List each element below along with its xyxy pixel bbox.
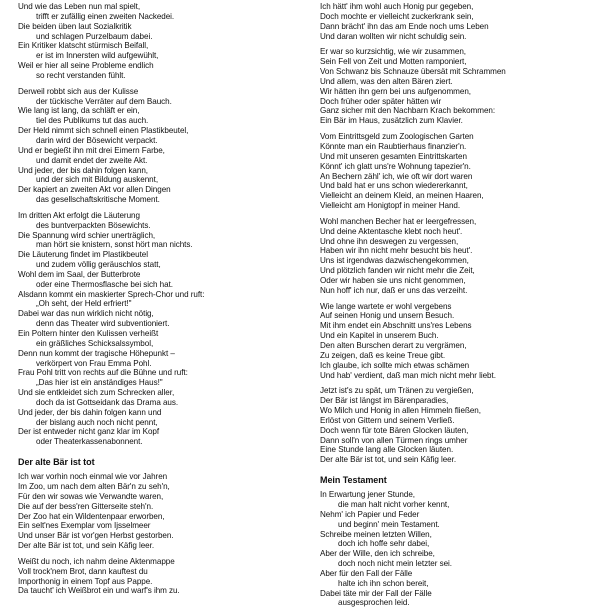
verse-line: Und bald hat er uns schon wiedererkannt,: [320, 181, 468, 191]
verse-line: Importhonig in einem Topf aus Pappe.: [18, 576, 153, 586]
verse-line: Und er begießt ihn mit drei Eimern Farbe,: [18, 145, 165, 155]
verse-line: Die auf der bess'ren Gitterseite steh'n.: [18, 501, 154, 511]
verse-line: Ein selt'nes Exemplar vom Ijsselmeer: [18, 521, 151, 531]
verse-line: Der alte Bär ist tot, und sein Käfig leer.: [320, 455, 457, 465]
verse-line: Ein Kritiker klatscht stürmisch Beifall,: [18, 41, 149, 51]
verse-line: Schreibe meinen letzten Willen,: [320, 529, 432, 539]
verse-line: In Erwartung jener Stunde,: [320, 490, 415, 500]
verse-line: Zu zeigen, daß es keine Treue gibt.: [320, 350, 446, 360]
verse-line: der tückische Verräter auf dem Bauch.: [36, 96, 172, 106]
verse-line: verkörpert von Frau Emma Pohl.: [36, 358, 152, 368]
verse-line: Und ohne ihn deswegen zu vergessen,: [320, 236, 459, 246]
verse-line: und damit endet der zweite Akt.: [36, 155, 148, 165]
verse-line: Voll trock'nem Brot, dann kauftest du: [18, 566, 148, 576]
verse-line: der bislang auch noch nicht pennt,: [36, 417, 158, 427]
verse-line: halte ich ihn schon bereit,: [338, 578, 429, 588]
verse-line: ausgesprochen leid.: [338, 598, 410, 608]
verse-line: Dabei täte mir der Fall der Fälle: [320, 588, 432, 598]
verse-line: denn das Theater wird subventioniert.: [36, 319, 170, 329]
verse-line: Nun hoff' ich nur, daß er uns das verzeiht.: [320, 285, 468, 295]
stanza-list-top: [320, 2, 595, 465]
verse-line: Erlöst von Gittern und seinem Verließ.: [320, 415, 455, 425]
verse-line: Wie lang ist lang, da schläft er ein,: [18, 106, 140, 116]
verse-line: Da taucht' ich Weißbrot ein und warf's ihm zu.: [18, 586, 180, 596]
verse-line: Weißt du noch, ich nahm deine Aktenmappe: [18, 556, 175, 566]
verse-line: Der Bär ist längst im Bärenparadies,: [320, 396, 449, 406]
verse-line: Der alte Bär ist tot, und sein Käfig leer.: [18, 541, 155, 551]
verse-line: Derweil robbt sich aus der Kulisse: [18, 86, 139, 96]
verse-line: Doch wenn für tote Bären Glocken läuten,: [320, 425, 469, 435]
poem-title-mein-testament: Mein Testament: [320, 475, 387, 486]
verse-line: und der sich mit Bildung auskennt,: [36, 175, 159, 185]
verse-line: Der Held nimmt sich schnell einen Plastikbeutel,: [18, 126, 189, 136]
verse-line: Und hab' verdient, daß man mich nicht mehr liebt.: [320, 370, 496, 380]
verse-line: Und unser Bär ist vor'gen Herbst gestorben.: [18, 531, 174, 541]
stanza-list-poem: [320, 490, 595, 608]
stanza: [320, 490, 595, 608]
stanza: [320, 386, 595, 465]
verse-line: Und jeder, der bis dahin folgen kann,: [18, 165, 148, 175]
verse-line: darin wird der Bösewicht verpackt.: [36, 135, 158, 145]
verse-line: Ein Poltern hinter den Kulissen verheißt: [18, 329, 159, 338]
verse-line: Wie lange wartete er wohl vergebens: [320, 301, 452, 311]
verse-line: Jetzt ist's zu spät, um Tränen zu vergießen,: [320, 386, 474, 396]
verse-line: Auf seinen Honig und unsern Besuch.: [320, 311, 455, 321]
verse-line: Doch früher oder später hätten wir: [320, 96, 442, 106]
verse-line: Wir hätten ihn gern bei uns aufgenommen,: [320, 86, 471, 96]
verse-line: das gesellschaftskritische Moment.: [36, 195, 160, 205]
verse-line: trifft er zufällig einen zweiten Nackedei.: [36, 11, 175, 21]
verse-line: so recht verstanden fühlt.: [36, 70, 126, 80]
verse-line: Wohl manchen Becher hat er leergefressen,: [320, 216, 477, 226]
stanza: [18, 472, 308, 551]
stanza: [320, 47, 595, 126]
verse-line: Aber für den Fall der Fälle: [320, 568, 413, 578]
verse-line: Ich war vorhin noch einmal wie vor Jahren: [18, 472, 168, 482]
verse-line: die man halt nicht vorher kennt,: [338, 499, 450, 509]
verse-line: tiel des Publikums tut das auch.: [36, 116, 149, 126]
verse-line: und beginn' mein Testament.: [338, 519, 440, 529]
verse-line: Sein Fell von Zeit und Motten ramponiert,: [320, 57, 467, 67]
verse-line: Ich glaube, ich sollte mich etwas schämen: [320, 360, 470, 370]
verse-line: oder eine Thermosflasche bei sich hat.: [36, 279, 173, 289]
verse-line: Und wie das Leben nun mal spielt,: [18, 2, 141, 11]
verse-line: „Oh seht, der Held erfriert!": [36, 299, 132, 309]
verse-line: Die beiden üben laut Sozialkritik: [18, 21, 132, 31]
verse-line: Und allem, was den alten Bären ziert.: [320, 76, 453, 86]
verse-line: Und mit unseren gesamten Eintrittskarten: [320, 151, 467, 161]
verse-line: Und daran wollten wir nicht schuldig sein.: [320, 31, 467, 41]
verse-line: Mit ihm endet ein Abschnitt uns'res Lebens: [320, 321, 472, 331]
verse-line: Dann brächt' ihn das am Ende noch ums Leben: [320, 21, 489, 31]
verse-line: Den alten Burschen derart zu vergrämen,: [320, 341, 467, 350]
right-text-column: [320, 2, 595, 614]
verse-line: Aber der Wille, den ich schreibe,: [320, 549, 435, 559]
verse-line: Die Läuterung findet im Plastikbeutel: [18, 250, 148, 260]
verse-line: Von Schwanz bis Schnauze übersät mit Schrammen: [320, 67, 506, 77]
verse-line: Uns ist irgendwas dazwischengekommen,: [320, 256, 469, 266]
verse-line: Nehm' ich Papier und Feder: [320, 509, 420, 519]
verse-line: Oder wir haben sie uns nicht genommen,: [320, 275, 466, 285]
verse-line: Und ein Kapitel in unserem Buch.: [320, 331, 439, 341]
verse-line: Im Zoo, um nach dem alten Bär'n zu seh'n,: [18, 481, 170, 491]
verse-line: Ich hätt' ihm wohl auch Honig pur gegeben,: [320, 2, 474, 11]
stanza: [18, 211, 308, 447]
stanza: [18, 87, 308, 205]
stanza: [18, 557, 308, 596]
verse-line: Wohl dem im Saal, der Butterbrote: [18, 269, 141, 279]
verse-line: Eine Stunde lang alle Glocken läuten.: [320, 445, 454, 455]
verse-line: ein gräßliches Schicksalssymbol,: [36, 338, 154, 348]
verse-line: Der kapiert an zweiten Akt vor allen Dingen: [18, 185, 171, 195]
verse-line: Weil er hier all seine Probleme endlich: [18, 61, 154, 71]
verse-line: Und sie entkleidet sich zum Schrecken aller,: [18, 388, 175, 398]
verse-line: Wo Milch und Honig in allen Himmeln fließen,: [320, 406, 481, 416]
verse-line: Der ist entweder nicht ganz klar im Kopf: [18, 427, 160, 437]
verse-line: er ist im Innersten wild aufgewühlt,: [36, 51, 159, 61]
verse-line: Er war so kurzsichtig, wie wir zusammen,: [320, 47, 466, 57]
verse-line: Ein Bär im Haus, zusätzlich zum Klavier.: [320, 116, 463, 126]
verse-line: Dann soll'n von allen Türmen rings umher: [320, 435, 468, 445]
verse-line: Und jeder, der bis dahin folgen kann und: [18, 407, 162, 417]
verse-line: doch da ist Gottseidank das Drama aus.: [36, 397, 179, 407]
verse-line: und zudem völlig geräuschlos statt,: [36, 260, 161, 270]
verse-line: Der Zoo hat ein Wildentenpaar erworben,: [18, 511, 165, 521]
verse-line: An Bechern zähl' ich, wie oft wir dort waren: [320, 171, 473, 181]
verse-line: Und deine Aktentasche klebt noch heut'.: [320, 226, 463, 236]
verse-line: doch ich hoffe sehr dabei,: [338, 539, 430, 549]
verse-line: Vom Eintrittsgeld zum Zoologischen Garten: [320, 132, 474, 142]
verse-line: Für den wir sowas wie Verwandte waren,: [18, 491, 164, 501]
verse-line: Und plötzlich fanden wir nicht mehr die Zeit,: [320, 266, 475, 276]
verse-line: Könnte man ein Raubtierhaus finanzier'n.: [320, 141, 467, 151]
stanza: [320, 132, 595, 211]
verse-line: Vielleicht am Honigtopf in meiner Hand.: [320, 201, 461, 211]
verse-line: Die Spannung wird schier unerträglich,: [18, 230, 156, 240]
verse-line: Denn nun kommt der tragische Höhepunkt –: [18, 348, 175, 358]
verse-line: Haben wir ihn nicht mehr besucht bis heut'.: [320, 246, 473, 256]
verse-line: Doch mochte er vielleicht zuckerkrank sein,: [320, 11, 474, 21]
stanza-list-top: [18, 2, 308, 447]
verse-line: „Das hier ist ein anständiges Haus!": [36, 378, 163, 388]
verse-line: und schlagen Purzelbaum dabei.: [36, 31, 153, 41]
verse-line: Frau Pohl tritt von rechts auf die Bühne und ruft:: [18, 368, 188, 378]
verse-line: Alsdann kommt ein maskierter Sprech-Chor und ruft:: [18, 289, 205, 299]
stanza: [320, 302, 595, 381]
verse-line: Im dritten Akt erfolgt die Läuterung: [18, 210, 140, 220]
stanza: [320, 217, 595, 296]
verse-line: Dabei war das nun wirklich nicht nötig,: [18, 309, 154, 319]
stanza: [18, 2, 308, 81]
verse-line: des buntverpackten Bösewichts.: [36, 220, 151, 230]
verse-line: Könnt' ich glatt uns're Wohnung tapezier'n.: [320, 161, 471, 171]
poem-title-der-alte-baer-ist-tot: Der alte Bär ist tot: [18, 457, 95, 468]
verse-line: doch noch nicht mein letzter sei.: [338, 559, 452, 569]
verse-line: Ganz sicher mit den Nachbarn Krach bekommen:: [320, 106, 496, 116]
stanza: [320, 2, 595, 41]
left-text-column: [18, 2, 308, 602]
verse-line: man hört sie knistern, sonst hört man nichts.: [36, 240, 193, 250]
verse-line: oder Theaterkassenabonnent.: [36, 437, 143, 447]
verse-line: Vielleicht an deinem Kleid, an meinen Haaren,: [320, 191, 484, 201]
stanza-list-poem: [18, 472, 308, 596]
